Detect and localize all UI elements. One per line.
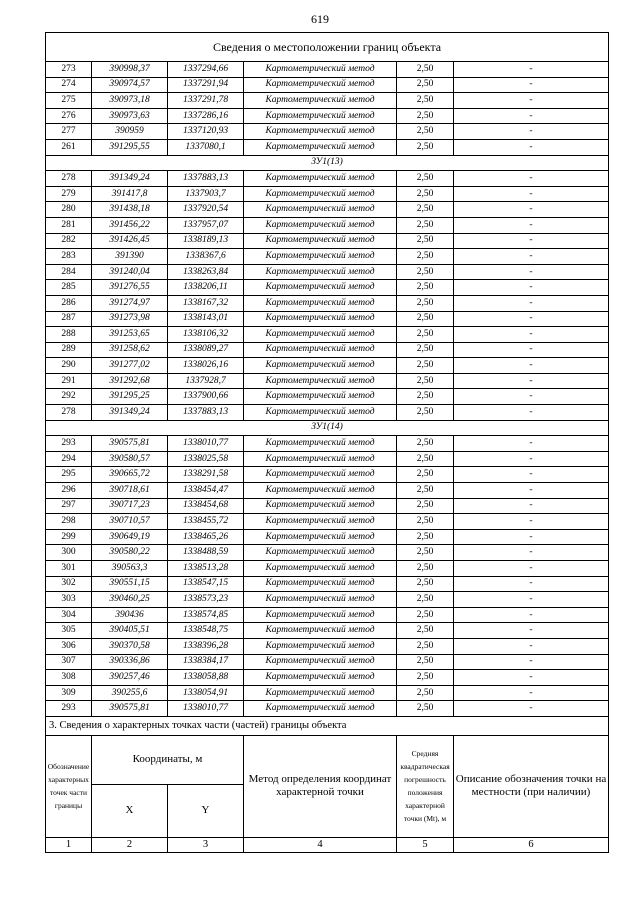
coord-x: 390563,3 <box>92 561 168 577</box>
column-number: 1 <box>46 837 92 852</box>
coord-x: 391349,24 <box>92 171 168 187</box>
table-row <box>46 280 609 296</box>
description: - <box>454 467 609 483</box>
description: - <box>454 186 609 202</box>
description: - <box>454 249 609 265</box>
description: - <box>454 93 609 109</box>
coord-y: 1337957,07 <box>168 217 244 233</box>
description: - <box>454 670 609 686</box>
table-row <box>46 498 609 514</box>
table-row <box>46 249 609 265</box>
table-row <box>46 654 609 670</box>
coord-y: 1337883,13 <box>168 171 244 187</box>
coord-x: 391258,62 <box>92 342 168 358</box>
accuracy: 2,50 <box>397 295 454 311</box>
coord-x: 391240,04 <box>92 264 168 280</box>
point-number: 277 <box>46 124 92 140</box>
point-number: 301 <box>46 561 92 577</box>
description: - <box>454 654 609 670</box>
accuracy: 2,50 <box>397 561 454 577</box>
table-row <box>46 295 609 311</box>
accuracy: 2,50 <box>397 514 454 530</box>
accuracy: 2,50 <box>397 451 454 467</box>
table-row <box>46 607 609 623</box>
coord-y: 1338465,26 <box>168 529 244 545</box>
table-row <box>46 514 609 530</box>
method: Картометрический метод <box>244 685 397 701</box>
accuracy: 2,50 <box>397 139 454 155</box>
accuracy: 2,50 <box>397 623 454 639</box>
point-number: 304 <box>46 607 92 623</box>
description: - <box>454 233 609 249</box>
coord-x: 391456,22 <box>92 217 168 233</box>
header-y: Y <box>168 784 244 837</box>
table-row <box>46 217 609 233</box>
accuracy: 2,50 <box>397 436 454 452</box>
method: Картометрический метод <box>244 249 397 265</box>
coord-y: 1337903,7 <box>168 186 244 202</box>
point-number: 302 <box>46 576 92 592</box>
method: Картометрический метод <box>244 701 397 717</box>
coord-x: 390649,19 <box>92 529 168 545</box>
description: - <box>454 342 609 358</box>
method: Картометрический метод <box>244 327 397 343</box>
coord-x: 391273,98 <box>92 311 168 327</box>
header-accuracy: Средняя квадратическая погрешность положения характерной точки (Mt), м <box>397 735 454 837</box>
accuracy: 2,50 <box>397 327 454 343</box>
coord-x: 390255,6 <box>92 685 168 701</box>
accuracy: 2,50 <box>397 249 454 265</box>
table-row <box>46 171 609 187</box>
method: Картометрический метод <box>244 389 397 405</box>
accuracy: 2,50 <box>397 108 454 124</box>
coord-x: 391417,8 <box>92 186 168 202</box>
coord-x: 390551,15 <box>92 576 168 592</box>
point-number: 307 <box>46 654 92 670</box>
coord-y: 1338206,11 <box>168 280 244 296</box>
column-number: 4 <box>244 837 397 852</box>
point-number: 288 <box>46 327 92 343</box>
header-point-designation: Обозначение характерных точек части границы <box>46 735 92 837</box>
table-row <box>46 592 609 608</box>
coord-y: 1338384,17 <box>168 654 244 670</box>
description: - <box>454 171 609 187</box>
table-row <box>46 685 609 701</box>
method: Картометрический метод <box>244 202 397 218</box>
description: - <box>454 358 609 374</box>
point-number: 279 <box>46 186 92 202</box>
header-description: Описание обозначения точки на местности (при наличии) <box>454 735 609 837</box>
coord-y: 1337294,66 <box>168 62 244 78</box>
coord-y: 1338548,75 <box>168 623 244 639</box>
point-number: 294 <box>46 451 92 467</box>
point-number: 299 <box>46 529 92 545</box>
coord-y: 1338010,77 <box>168 701 244 717</box>
method: Картометрический метод <box>244 311 397 327</box>
description: - <box>454 576 609 592</box>
accuracy: 2,50 <box>397 670 454 686</box>
boundary-table <box>45 32 609 853</box>
table-row <box>46 623 609 639</box>
section3-title: 3. Сведения о характерных точках части (частей) границы объекта <box>46 716 609 735</box>
table-row <box>46 124 609 140</box>
page-number: 619 <box>311 12 329 26</box>
table-row <box>46 373 609 389</box>
method: Картометрический метод <box>244 295 397 311</box>
description: - <box>454 685 609 701</box>
coord-y: 1338143,01 <box>168 311 244 327</box>
table-row <box>46 436 609 452</box>
method: Картометрический метод <box>244 171 397 187</box>
coord-x: 390257,46 <box>92 670 168 686</box>
accuracy: 2,50 <box>397 202 454 218</box>
table-row <box>46 389 609 405</box>
coord-y: 1338574,85 <box>168 607 244 623</box>
description: - <box>454 327 609 343</box>
table-row <box>46 405 609 421</box>
accuracy: 2,50 <box>397 498 454 514</box>
coord-y: 1338089,27 <box>168 342 244 358</box>
accuracy: 2,50 <box>397 77 454 93</box>
description: - <box>454 124 609 140</box>
point-number: 275 <box>46 93 92 109</box>
accuracy: 2,50 <box>397 124 454 140</box>
section-title: Сведения о местоположении границ объекта <box>46 33 609 62</box>
method: Картометрический метод <box>244 93 397 109</box>
method: Картометрический метод <box>244 217 397 233</box>
coord-y: 1338454,68 <box>168 498 244 514</box>
point-number: 286 <box>46 295 92 311</box>
table-row <box>46 451 609 467</box>
coord-y: 1337900,66 <box>168 389 244 405</box>
description: - <box>454 77 609 93</box>
accuracy: 2,50 <box>397 171 454 187</box>
method: Картометрический метод <box>244 467 397 483</box>
coord-y: 1338367,6 <box>168 249 244 265</box>
description: - <box>454 264 609 280</box>
coord-x: 391426,45 <box>92 233 168 249</box>
table-row <box>46 576 609 592</box>
column-number: 2 <box>92 837 168 852</box>
method: Картометрический метод <box>244 62 397 78</box>
method: Картометрический метод <box>244 436 397 452</box>
table-row <box>46 342 609 358</box>
coord-x: 390973,63 <box>92 108 168 124</box>
column-number: 6 <box>454 837 609 852</box>
accuracy: 2,50 <box>397 638 454 654</box>
accuracy: 2,50 <box>397 342 454 358</box>
table-row <box>46 529 609 545</box>
accuracy: 2,50 <box>397 545 454 561</box>
table-row <box>46 561 609 577</box>
table-row <box>46 186 609 202</box>
coord-x: 390717,23 <box>92 498 168 514</box>
point-number: 305 <box>46 623 92 639</box>
description: - <box>454 311 609 327</box>
accuracy: 2,50 <box>397 217 454 233</box>
coord-y: 1338513,28 <box>168 561 244 577</box>
coord-x: 390460,25 <box>92 592 168 608</box>
header-x: X <box>92 784 168 837</box>
method: Картометрический метод <box>244 358 397 374</box>
coord-x: 390575,81 <box>92 701 168 717</box>
method: Картометрический метод <box>244 592 397 608</box>
accuracy: 2,50 <box>397 685 454 701</box>
point-number: 297 <box>46 498 92 514</box>
coord-y: 1338025,58 <box>168 451 244 467</box>
method: Картометрический метод <box>244 545 397 561</box>
coord-y: 1338263,84 <box>168 264 244 280</box>
coord-y: 1338573,23 <box>168 592 244 608</box>
table-row <box>46 202 609 218</box>
method: Картометрический метод <box>244 483 397 499</box>
point-number: 309 <box>46 685 92 701</box>
table-row <box>46 638 609 654</box>
point-number: 278 <box>46 405 92 421</box>
accuracy: 2,50 <box>397 483 454 499</box>
table-row <box>46 311 609 327</box>
coord-x: 390580,22 <box>92 545 168 561</box>
coord-y: 1338106,32 <box>168 327 244 343</box>
point-number: 296 <box>46 483 92 499</box>
coord-y: 1338455,72 <box>168 514 244 530</box>
method: Картометрический метод <box>244 514 397 530</box>
coord-y: 1337928,7 <box>168 373 244 389</box>
coord-x: 391253,65 <box>92 327 168 343</box>
coord-y: 1338189,13 <box>168 233 244 249</box>
description: - <box>454 483 609 499</box>
coord-y: 1338454,47 <box>168 483 244 499</box>
accuracy: 2,50 <box>397 529 454 545</box>
point-number: 293 <box>46 436 92 452</box>
table-row <box>46 93 609 109</box>
point-number: 261 <box>46 139 92 155</box>
coord-y: 1338054,91 <box>168 685 244 701</box>
table-row <box>46 701 609 717</box>
method: Картометрический метод <box>244 139 397 155</box>
accuracy: 2,50 <box>397 405 454 421</box>
coord-x: 390370,58 <box>92 638 168 654</box>
coord-y: 1338488,59 <box>168 545 244 561</box>
accuracy: 2,50 <box>397 654 454 670</box>
accuracy: 2,50 <box>397 467 454 483</box>
point-number: 285 <box>46 280 92 296</box>
coord-y: 1338396,28 <box>168 638 244 654</box>
point-number: 281 <box>46 217 92 233</box>
point-number: 274 <box>46 77 92 93</box>
accuracy: 2,50 <box>397 576 454 592</box>
method: Картометрический метод <box>244 638 397 654</box>
table-row <box>46 358 609 374</box>
description: - <box>454 592 609 608</box>
method: Картометрический метод <box>244 607 397 623</box>
accuracy: 2,50 <box>397 373 454 389</box>
point-number: 290 <box>46 358 92 374</box>
point-number: 303 <box>46 592 92 608</box>
table-row <box>46 264 609 280</box>
coord-x: 390718,61 <box>92 483 168 499</box>
coord-x: 390575,81 <box>92 436 168 452</box>
description: - <box>454 545 609 561</box>
table-row <box>46 545 609 561</box>
method: Картометрический метод <box>244 623 397 639</box>
header-coordinates: Координаты, м <box>92 735 244 784</box>
method: Картометрический метод <box>244 576 397 592</box>
coord-y: 1337120,93 <box>168 124 244 140</box>
description: - <box>454 62 609 78</box>
accuracy: 2,50 <box>397 592 454 608</box>
coord-y: 1338291,58 <box>168 467 244 483</box>
point-number: 282 <box>46 233 92 249</box>
coord-x: 390405,51 <box>92 623 168 639</box>
point-number: 284 <box>46 264 92 280</box>
point-number: 295 <box>46 467 92 483</box>
column-number: 5 <box>397 837 454 852</box>
point-number: 283 <box>46 249 92 265</box>
description: - <box>454 529 609 545</box>
table-row <box>46 670 609 686</box>
point-number: 280 <box>46 202 92 218</box>
point-number: 278 <box>46 171 92 187</box>
description: - <box>454 295 609 311</box>
point-number: 300 <box>46 545 92 561</box>
column-number: 3 <box>168 837 244 852</box>
description: - <box>454 280 609 296</box>
coord-y: 1338547,15 <box>168 576 244 592</box>
table-row <box>46 108 609 124</box>
method: Картометрический метод <box>244 280 397 296</box>
coord-x: 391295,55 <box>92 139 168 155</box>
group-label: ЗУ1(13) <box>46 155 609 171</box>
description: - <box>454 389 609 405</box>
point-number: 291 <box>46 373 92 389</box>
method: Картометрический метод <box>244 498 397 514</box>
accuracy: 2,50 <box>397 280 454 296</box>
coord-y: 1338058,88 <box>168 670 244 686</box>
point-number: 298 <box>46 514 92 530</box>
description: - <box>454 451 609 467</box>
description: - <box>454 607 609 623</box>
description: - <box>454 217 609 233</box>
method: Картометрический метод <box>244 373 397 389</box>
coord-x: 391276,55 <box>92 280 168 296</box>
coord-x: 390580,57 <box>92 451 168 467</box>
accuracy: 2,50 <box>397 186 454 202</box>
point-number: 292 <box>46 389 92 405</box>
coord-x: 390959 <box>92 124 168 140</box>
point-number: 308 <box>46 670 92 686</box>
coord-y: 1338010,77 <box>168 436 244 452</box>
method: Картометрический метод <box>244 561 397 577</box>
coord-x: 391390 <box>92 249 168 265</box>
accuracy: 2,50 <box>397 607 454 623</box>
method: Картометрический метод <box>244 342 397 358</box>
point-number: 276 <box>46 108 92 124</box>
table-row <box>46 233 609 249</box>
table-row <box>46 62 609 78</box>
method: Картометрический метод <box>244 670 397 686</box>
point-number: 273 <box>46 62 92 78</box>
description: - <box>454 405 609 421</box>
method: Картометрический метод <box>244 77 397 93</box>
coord-x: 391349,24 <box>92 405 168 421</box>
accuracy: 2,50 <box>397 264 454 280</box>
coord-y: 1337080,1 <box>168 139 244 155</box>
coord-x: 390973,18 <box>92 93 168 109</box>
group-label: ЗУ1(14) <box>46 420 609 436</box>
method: Картометрический метод <box>244 529 397 545</box>
header-method: Метод определения координат характерной точки <box>244 735 397 837</box>
description: - <box>454 498 609 514</box>
point-number: 293 <box>46 701 92 717</box>
accuracy: 2,50 <box>397 233 454 249</box>
coord-x: 390998,37 <box>92 62 168 78</box>
coord-x: 391438,18 <box>92 202 168 218</box>
table-row <box>46 77 609 93</box>
coord-y: 1338026,16 <box>168 358 244 374</box>
coord-x: 390436 <box>92 607 168 623</box>
description: - <box>454 108 609 124</box>
coord-y: 1337883,13 <box>168 405 244 421</box>
accuracy: 2,50 <box>397 389 454 405</box>
coord-y: 1337291,78 <box>168 93 244 109</box>
description: - <box>454 623 609 639</box>
table-row <box>46 483 609 499</box>
coord-y: 1338167,32 <box>168 295 244 311</box>
description: - <box>454 202 609 218</box>
method: Картометрический метод <box>244 451 397 467</box>
method: Картометрический метод <box>244 233 397 249</box>
description: - <box>454 514 609 530</box>
coord-x: 390336,86 <box>92 654 168 670</box>
method: Картометрический метод <box>244 124 397 140</box>
coord-x: 391277,02 <box>92 358 168 374</box>
coord-x: 391292,68 <box>92 373 168 389</box>
table-row <box>46 139 609 155</box>
description: - <box>454 139 609 155</box>
coord-x: 390974,57 <box>92 77 168 93</box>
coord-x: 391295,25 <box>92 389 168 405</box>
coord-y: 1337920,54 <box>168 202 244 218</box>
point-number: 287 <box>46 311 92 327</box>
description: - <box>454 638 609 654</box>
description: - <box>454 701 609 717</box>
description: - <box>454 436 609 452</box>
method: Картометрический метод <box>244 108 397 124</box>
method: Картометрический метод <box>244 264 397 280</box>
method: Картометрический метод <box>244 186 397 202</box>
coord-y: 1337291,94 <box>168 77 244 93</box>
coord-x: 391274,97 <box>92 295 168 311</box>
table-row <box>46 467 609 483</box>
accuracy: 2,50 <box>397 93 454 109</box>
method: Картометрический метод <box>244 654 397 670</box>
coord-x: 390665,72 <box>92 467 168 483</box>
description: - <box>454 561 609 577</box>
coord-x: 390710,57 <box>92 514 168 530</box>
accuracy: 2,50 <box>397 62 454 78</box>
coord-y: 1337286,16 <box>168 108 244 124</box>
accuracy: 2,50 <box>397 358 454 374</box>
table-row <box>46 327 609 343</box>
accuracy: 2,50 <box>397 311 454 327</box>
point-number: 289 <box>46 342 92 358</box>
description: - <box>454 373 609 389</box>
point-number: 306 <box>46 638 92 654</box>
method: Картометрический метод <box>244 405 397 421</box>
accuracy: 2,50 <box>397 701 454 717</box>
